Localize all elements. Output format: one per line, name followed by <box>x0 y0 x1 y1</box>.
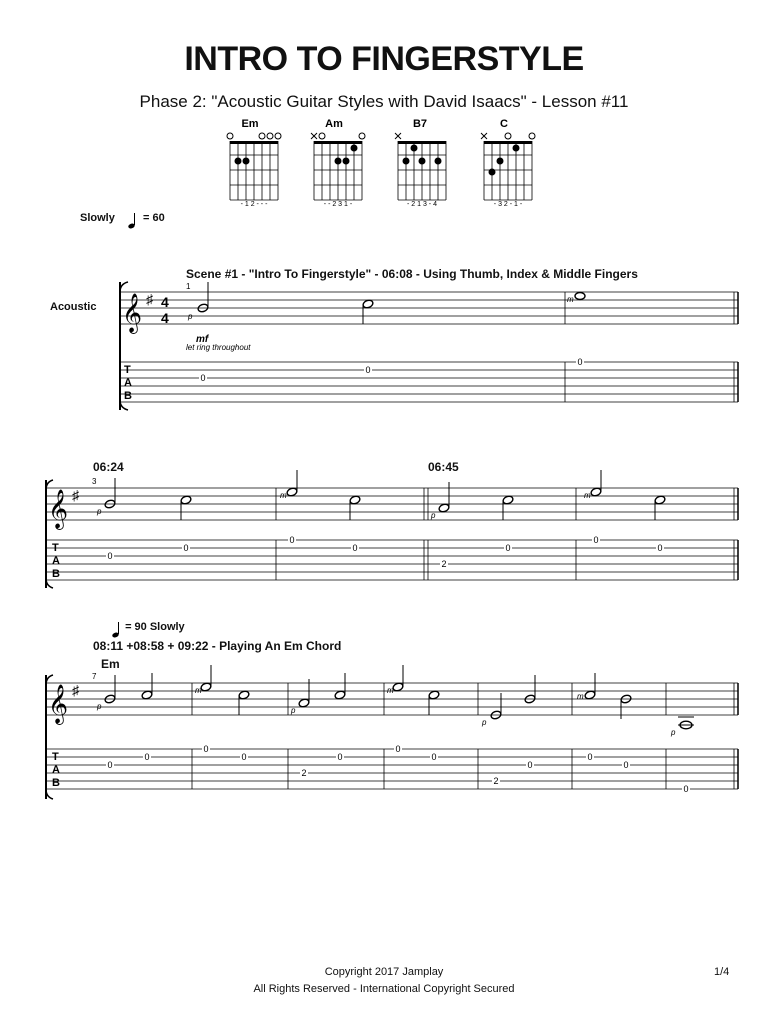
tab-number: 0 <box>183 543 189 553</box>
chord-diagram-c <box>481 118 535 208</box>
tab-letter: T <box>52 542 59 554</box>
tab-number: 0 <box>527 760 533 770</box>
tab-number: 0 <box>200 373 206 383</box>
tab-number: 0 <box>107 760 113 770</box>
tab-number: 0 <box>241 752 247 762</box>
finger-label: p <box>97 702 102 711</box>
tab-number: 0 <box>337 752 343 762</box>
finger-label: p <box>291 706 296 715</box>
finger-label: m <box>280 491 287 500</box>
tab-number: 0 <box>577 357 583 367</box>
tab-letter: B <box>52 777 60 789</box>
tab-letter: T <box>52 751 59 763</box>
expression-text: let ring throughout <box>186 343 251 352</box>
finger-label: m <box>584 491 591 500</box>
sharp-icon: ♯ <box>146 291 153 307</box>
chord-fingering: - - 2 3 1 - <box>323 201 353 208</box>
tab-letter: A <box>52 764 60 776</box>
page-subtitle: Phase 2: "Acoustic Guitar Styles with David Isaacs" - Lesson #11 <box>139 92 629 111</box>
tab-letter: B <box>52 568 60 580</box>
tempo-label: Slowly <box>80 212 115 224</box>
measure-number: 3 <box>92 477 97 486</box>
sharp-icon: ♯ <box>72 487 79 503</box>
finger-label: p <box>97 507 102 516</box>
chord-fingering: - 1 2 - - - <box>240 201 268 208</box>
measure-number: 1 <box>186 282 191 291</box>
tab-number: 0 <box>623 760 629 770</box>
tab-number: 0 <box>683 784 689 794</box>
chord-symbol: Em <box>101 657 120 671</box>
footer-copyright: Copyright 2017 Jamplay <box>324 966 444 978</box>
tab-number: 0 <box>587 752 593 762</box>
tempo-value: = 60 <box>142 212 165 224</box>
finger-label: m <box>567 295 574 304</box>
sharp-icon: ♯ <box>72 682 79 698</box>
tempo-marking <box>112 621 185 633</box>
tab-letter: T <box>124 364 131 376</box>
dynamic-marking: mf <box>196 334 209 345</box>
tempo-value: = 90 Slowly <box>125 621 185 633</box>
tab-letter: B <box>124 390 132 402</box>
system-2 <box>0 470 768 600</box>
finger-label: m <box>387 686 394 695</box>
instrument-label: Acoustic <box>50 301 97 313</box>
chord-diagrams <box>0 115 768 215</box>
measure-number: 7 <box>92 672 97 681</box>
note <box>362 299 374 324</box>
time-signature-bottom: 4 <box>161 310 169 326</box>
tab-number: 0 <box>289 535 295 545</box>
timestamp: 06:24 <box>93 460 124 474</box>
tab-number: 0 <box>593 535 599 545</box>
treble-clef-icon: 𝄞 <box>48 685 69 723</box>
tab-number: 0 <box>365 365 371 375</box>
tab-number: 0 <box>505 543 511 553</box>
tab-number: 0 <box>431 752 437 762</box>
chord-diagram-am <box>311 118 365 208</box>
note <box>567 293 585 305</box>
finger-label: p <box>431 511 436 520</box>
chord-fingering: - 3 2 - 1 - <box>493 201 523 208</box>
tab-number: 0 <box>395 744 401 754</box>
tab-number: 0 <box>352 543 358 553</box>
tab-letter: A <box>124 377 132 389</box>
system-3 <box>0 665 768 805</box>
chord-diagram-em <box>227 118 281 208</box>
scene-heading: Scene #1 - "Intro To Fingerstyle" - 06:08 - Using Thumb, Index & Middle Fingers <box>186 267 638 281</box>
finger-label: p <box>188 312 193 321</box>
page-number: 1/4 <box>714 966 730 978</box>
page-title: INTRO TO FINGERSTYLE <box>184 40 584 78</box>
finger-label: m <box>195 686 202 695</box>
timestamp: 06:45 <box>428 460 459 474</box>
tab-number: 0 <box>203 744 209 754</box>
tempo-marking <box>80 212 165 224</box>
chord-diagram-b7 <box>395 118 446 208</box>
tab-letter: A <box>52 555 60 567</box>
treble-clef-icon: 𝄞 <box>48 490 69 528</box>
chord-name: Am <box>325 118 343 130</box>
treble-clef-icon: 𝄞 <box>122 294 143 332</box>
tab-number: 0 <box>144 752 150 762</box>
finger-label: p <box>482 718 487 727</box>
finger-label: p <box>671 728 676 737</box>
chord-name: B7 <box>412 118 428 130</box>
tab-number: 2 <box>493 776 499 786</box>
finger-label: m <box>577 692 584 701</box>
tab-number: 0 <box>657 543 663 553</box>
tab-number: 2 <box>301 768 307 778</box>
tab-number: 2 <box>441 559 447 569</box>
system-1 <box>0 270 768 420</box>
chord-name: C <box>500 118 508 130</box>
chord-fingering: - 2 1 3 - 4 <box>407 201 437 208</box>
footer-rights: All Rights Reserved - International Copyright Secured <box>253 983 515 995</box>
tab-number: 0 <box>107 551 113 561</box>
chord-name: Em <box>241 118 259 130</box>
section-heading: 08:11 +08:58 + 09:22 - Playing An Em Chord <box>93 639 342 653</box>
time-signature-top: 4 <box>161 294 169 310</box>
